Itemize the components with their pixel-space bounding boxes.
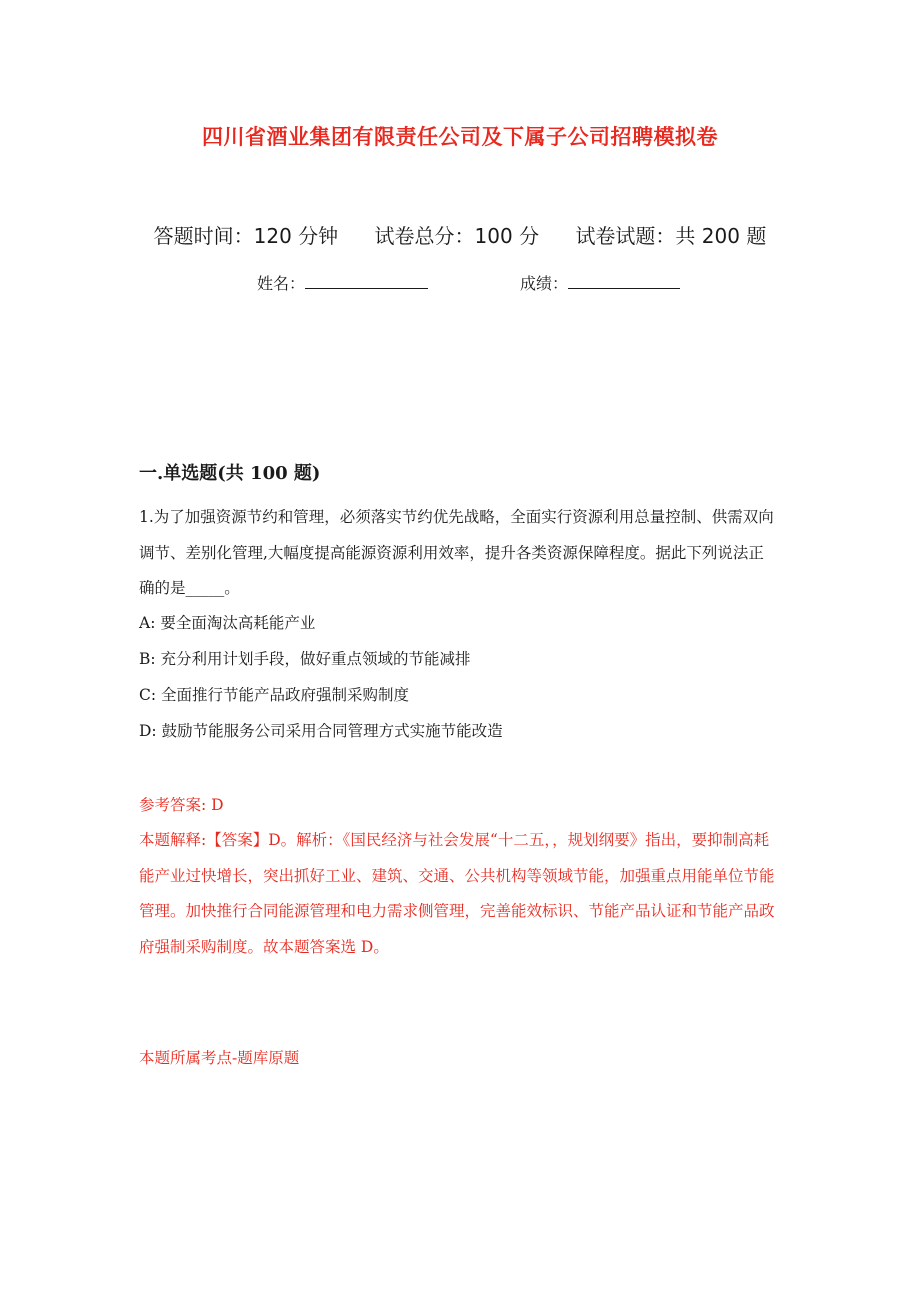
option-c: C: 全面推行节能产品政府强制采购制度 [139, 686, 410, 704]
answer-explanation: 本题解释:【答案】D。解析：《国民经济与社会发展“十二五，，规划纲要》指出，要抑制高耗能产业过快增长，突出抓好工业、建筑、交通、公共机构等领域节能，加强重点用能单位节能管理。加快推行合同能源管理和电力需求侧管理，完善能效标识、节能产品认证和节能产品政府强制采购制度。故本题答案选 D。 [139, 831, 775, 956]
score-label: 成绩： [520, 274, 569, 293]
reference-answer: 参考答案: D [139, 796, 224, 814]
question-stem: 1.为了加强资源节约和管理，必须落实节约优先战略，全面实行资源利用总量控制、供需双向调节、差别化管理,大幅度提高能源资源利用效率，提升各类资源保障程度。据此下列说法正确的是_____。 [139, 508, 774, 597]
score-field [520, 271, 680, 294]
score-blank [568, 272, 680, 289]
option-d: D: 鼓励节能服务公司采用合同管理方式实施节能改造 [139, 722, 503, 740]
topic-note: 本题所属考点-题库原题 [139, 1049, 300, 1067]
option-a: A: 要全面淘汰高耗能产业 [139, 614, 316, 632]
exam-title: 四川省酒业集团有限责任公司及下属子公司招聘模拟卷 [202, 125, 718, 149]
name-blank [305, 272, 428, 289]
exam-meta [0, 220, 920, 249]
exam-question-count: 试卷试题：共 200 题 [575, 224, 767, 248]
section-heading: 一.单选题(共 100 题) [139, 463, 321, 484]
exam-total-score: 试卷总分：100 分 [374, 224, 540, 248]
name-field [257, 271, 428, 294]
name-label: 姓名： [257, 274, 306, 293]
exam-time: 答题时间：120 分钟 [153, 224, 339, 248]
option-b: B: 充分利用计划手段，做好重点领域的节能减排 [139, 650, 471, 668]
